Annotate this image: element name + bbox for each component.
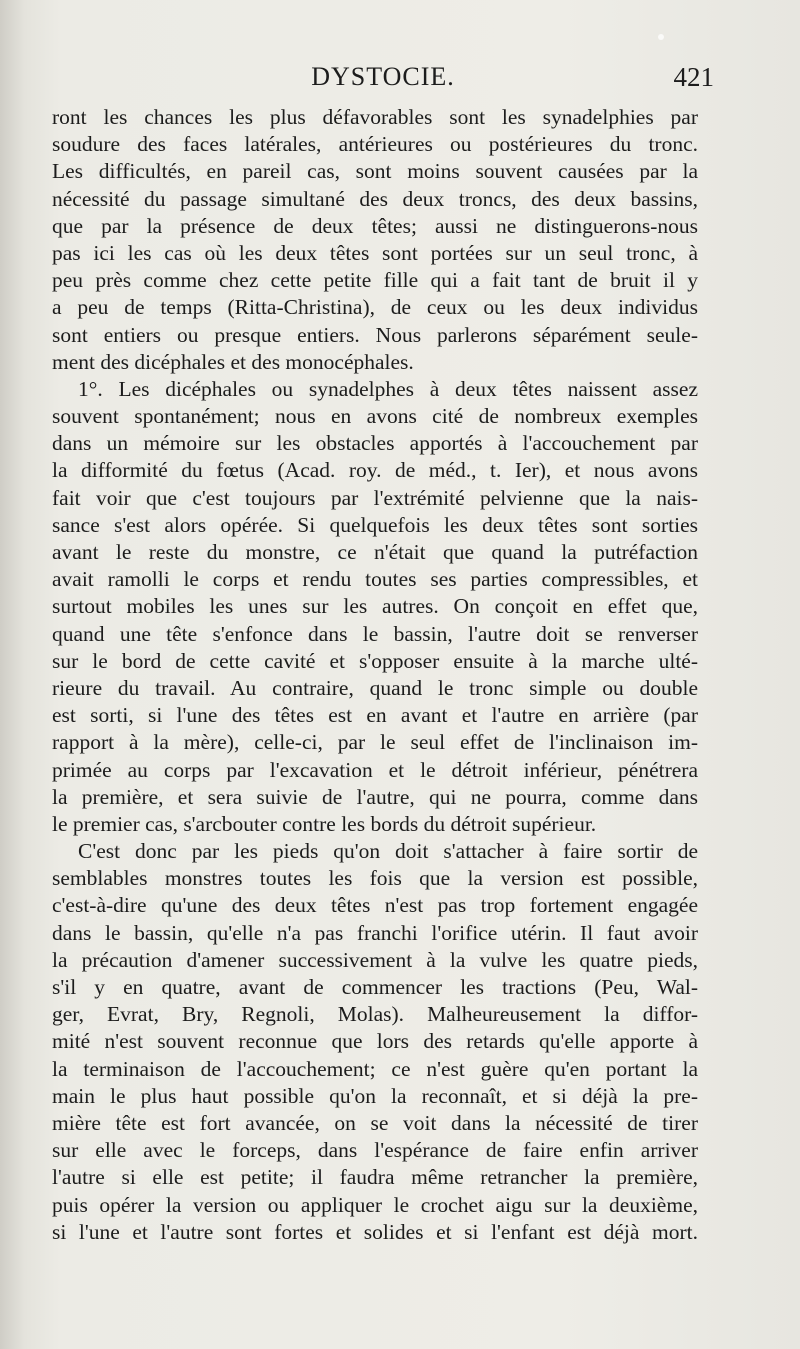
text-line: soudure des faces latérales, antérieures ou postérieures du tronc. xyxy=(52,132,698,157)
text-line: C'est donc par les pieds qu'on doit s'attacher à faire sortir de xyxy=(78,839,698,864)
text-line: nécessité du passage simultané des deux troncs, des deux bassins, xyxy=(52,186,698,211)
text-line: est sorti, si l'une des têtes est en avant et l'autre en arrière (par xyxy=(52,703,698,728)
text-line: le premier cas, s'arcbouter contre les bords du détroit supérieur. xyxy=(52,811,597,836)
text-line: c'est-à-dire qu'une des deux têtes n'est pas trop fortement engagée xyxy=(52,893,698,918)
text-line: mière tête est fort avancée, on se voit dans la nécessité de tirer xyxy=(52,1110,698,1135)
running-title: DYSTOCIE. xyxy=(311,62,455,91)
text-line: la terminaison de l'accouchement; ce n'est guère qu'en portant la xyxy=(52,1056,698,1081)
text-line: primée au corps par l'excavation et le détroit inférieur, pénétrera xyxy=(52,757,698,782)
text-line: 1°. Les dicéphales ou synadelphes à deux têtes naissent assez xyxy=(78,376,698,401)
text-line: peu près comme chez cette petite fille qui a fait tant de bruit il y xyxy=(52,268,698,293)
text-line: mité n'est souvent reconnue que lors des retards qu'elle apporte à xyxy=(52,1029,698,1054)
text-line: puis opérer la version ou appliquer le crochet aigu sur la deuxième, xyxy=(52,1192,698,1217)
text-line: la difformité du fœtus (Acad. roy. de méd., t. Ier), et nous avons xyxy=(52,458,698,483)
paper-spot xyxy=(658,34,664,40)
text-line: que par la présence de deux têtes; aussi ne distinguerons-nous xyxy=(52,213,698,238)
text-line: sont entiers ou presque entiers. Nous parlerons séparément seule- xyxy=(52,322,698,347)
text-line: main le plus haut possible qu'on la reconnaît, et si déjà la pre- xyxy=(52,1083,698,1108)
text-line: quand une tête s'enfonce dans le bassin, l'autre doit se renverser xyxy=(52,621,698,646)
text-line: rapport à la mère), celle-ci, par le seul effet de l'inclinaison im- xyxy=(52,730,698,755)
text-line: a peu de temps (Ritta-Christina), de ceux ou les deux individus xyxy=(52,295,698,320)
body-text xyxy=(52,104,698,1246)
text-line: fait voir que c'est toujours par l'extrémité pelvienne que la nais- xyxy=(52,485,698,510)
text-line: dans un mémoire sur les obstacles apportés à l'accouchement par xyxy=(52,431,698,456)
page-number: 421 xyxy=(673,62,714,92)
text-line: pas ici les cas où les deux têtes sont portées sur un seul tronc, à xyxy=(52,240,698,265)
text-line: la précaution d'amener successivement à la vulve les quatre pieds, xyxy=(52,947,698,972)
text-line: l'autre si elle est petite; il faudra même retrancher la première, xyxy=(52,1165,698,1190)
page-header xyxy=(52,62,714,102)
text-line: sur elle avec le forceps, dans l'espérance de faire enfin arriver xyxy=(52,1138,698,1163)
text-line: surtout mobiles les unes sur les autres. On conçoit en effet que, xyxy=(52,594,698,619)
text-line: rieure du travail. Au contraire, quand le tronc simple ou double xyxy=(52,675,698,700)
text-line: si l'une et l'autre sont fortes et solides et si l'enfant est déjà mort. xyxy=(52,1219,698,1244)
text-line: sance s'est alors opérée. Si quelquefois les deux têtes sont sorties xyxy=(52,512,698,537)
text-line: ment des dicéphales et des monocéphales. xyxy=(52,349,414,374)
text-line: sur le bord de cette cavité et s'opposer ensuite à la marche ulté- xyxy=(52,648,698,673)
text-line: avait ramolli le corps et rendu toutes ses parties compressibles, et xyxy=(52,567,698,592)
text-line: Les difficultés, en pareil cas, sont moins souvent causées par la xyxy=(52,159,698,184)
text-line: la première, et sera suivie de l'autre, qui ne pourra, comme dans xyxy=(52,784,698,809)
text-line: semblables monstres toutes les fois que la version est possible, xyxy=(52,866,698,891)
text-line: s'il y en quatre, avant de commencer les tractions (Peu, Wal- xyxy=(52,975,698,999)
text-line: dans le bassin, qu'elle n'a pas franchi l'orifice utérin. Il faut avoir xyxy=(52,920,698,945)
text-line: avant le reste du monstre, ce n'était que quand la putréfaction xyxy=(52,540,698,564)
text-line: souvent spontanément; nous en avons cité de nombreux exemples xyxy=(52,404,698,429)
text-line: ront les chances les plus défavorables sont les synadelphies par xyxy=(52,105,698,129)
text-line: ger, Evrat, Bry, Regnoli, Molas). Malheureusement la diffor- xyxy=(52,1002,698,1027)
